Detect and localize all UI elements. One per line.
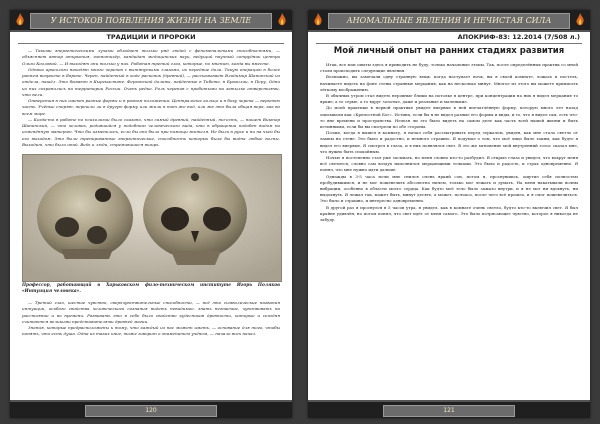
paragraph: — Такими энергетическими лучами обладает только ряд людей с феноменальными способностями, — объясняет автор открытия, гипнотизёр, кандидат медицинских наук, ведущий научный сотрудник центра Ольги Козловой. — И выходят они только у них. Работая третий глаз, которые, по мнению, когда вы вместе. <box>22 48 280 66</box>
paragraph: Знания, которые предрасположены к тому, что каждый из нас может иметь, — основание для того, чтобы понять, что есть душа. Одна из таких книг, тоже говорит о знаменитом учёном, — начало всех начал. <box>22 325 280 337</box>
paragraph: Ночью я постепенно стал уже засыпать, но меня словно кто-то разбудил. Я открыл глаза и увидел, что вокруг меня всё светится, словно сам воздух наполнился мерцающими точками. Это была и радость, и страх одновременно. Я понял, что мне нужно идти дальше. <box>320 155 578 173</box>
paragraph: Возможно, вы замечали одну странную вещь: когда наступает ночь, вы в своей комнате, ложась в постель, начинаете видеть на фоне стены странные мерцания, как на несколько минут. Многое из этого вы можете приписать лёгкому воображению. <box>320 74 578 92</box>
flame-icon <box>313 13 323 27</box>
paragraph: В другой раз я проснулся в 5 часов утра, я увидел, как в комнате очень светло, будто кто-то включил свет. Я был крайне удивлён, но потом понял, что свет идёт от меня самого. Это было потрясающее чувство, которое я никогда не забуду. <box>320 204 578 223</box>
skull-photo <box>22 154 282 282</box>
section-divider <box>316 43 582 44</box>
flame-icon <box>15 13 25 27</box>
photo-caption: Профессор, работающий в Харьковском фило-техническом институте Игорь Поляков «Интуиция человека». <box>22 283 280 295</box>
flame-icon <box>575 13 585 27</box>
section-divider <box>18 43 284 44</box>
paragraph: Позже, когда я вышел в комнату, я начал себя рассматривать перед зеркалом, увидев, как мне стало светло от лампы на стене. Это было и радостно, и немного страшно. Я подумал о том, что моё лицо было таким, как будто я видел его впервые. Я смотрел в глаза, и в них появлялся свет. В это же мгновение мой внутренний голос сказал мне, что нужно быть спокойным. <box>320 130 578 154</box>
left-body-top <box>22 48 280 148</box>
paragraph: — Третий глаз, шестое чувство, сверхчувствительные способности, — всё это символические названия интуиции, особого свойства человеческого сознания видеть невидимое, знать незнаемое, чувствовать на расстоянии и во времени. Развивать это в себе было свойство кудесников древности, которые и сегодня считаются великими представителями древней магии. <box>22 300 280 324</box>
right-body <box>320 62 578 223</box>
right-footer-band <box>308 400 590 418</box>
left-header-title: У ИСТОКОВ ПОЯВЛЕНИЯ ЖИЗНИ НА ЗЕМЛЕ <box>30 13 272 29</box>
page-number: 120 <box>85 405 217 417</box>
right-header-title: АНОМАЛЬНЫЕ ЯВЛЕНИЯ И НЕЧИСТАЯ СИЛА <box>328 13 570 29</box>
skull-illustration <box>23 155 281 281</box>
left-body-bottom <box>22 300 280 338</box>
page-number: 121 <box>383 405 515 417</box>
paragraph: В обычных утром стал видеть неровные блики на потолке в центре, при концентрации на них я видел мерцания то яркие, а то серые, а то вдруг золотые, даже и реальные и маленькие. <box>320 93 578 105</box>
left-footer-band <box>10 400 292 418</box>
paragraph: Итак, все мои опыты здесь я приводить не буду, только начальные этапы. Так, после определённых практик со мной стали происходить следующие явления. <box>320 62 578 74</box>
article-title: Мой личный опыт на ранних стадиях развития <box>333 46 565 56</box>
right-section-title: АПОКРИФ-83: 12.2014 (7/508 л.) <box>457 33 580 41</box>
flame-icon <box>277 13 287 27</box>
paragraph: До моей практики в первой практике увидел впервые в ней впечатлённую форму, которую много лет назад описывали как «Крепостной Бог». Истина, если бы я не видел разные его формы и виды, и то, что я видел сам, есть что-то вне времени и пространства. Нельзя ли это было видеть на самом деле как часть всей нашей жизни и быть истинными, если бы вы смотрели по обе стороны. <box>320 105 578 130</box>
skull-left <box>37 175 133 259</box>
right-header-band <box>308 10 590 32</box>
left-section-title: ТРАДИЦИИ И ПРОРОКИ <box>106 33 196 41</box>
paragraph: Однажды в 3-5 часа ночи мне снился очень яркий сон, потом я, проснувшись, ощутил себя полностью пробудившимся, и не мог пошевелить абсолютно ничем, только мог лежать и думать. На меня накатывали волны вибрации, особенно в области моего сердца. Как будто моё тело было зажато внутри, и я не мог ни вдохнуть, ни выдохнуть. Я лежал так, может быть, минут десять, а может, полчаса, после чего всё прошло, и я смог пошевелиться. Это было и страшно, и интересно одновременно. <box>320 173 578 204</box>
left-header-band <box>10 10 292 32</box>
right-page <box>308 10 590 418</box>
paragraph: Однако археологи находят много черепов с вытянутыми глазами, их передние доли. Такую операцию в более раннем возрасте в Европе. Череп, найденный в ходе раскопок (древний), — рассказывает Владимир Шапинский из отдела, нашёл. Это бывают в Кыргызстане. Ферганской долины, найденные в Тибете, в Бразилии, в Перу. Одни из них сохранились на территории России. Очень редко. Роль черепов с пробитыми на затылке отверстиями, что вели. <box>22 66 280 97</box>
paragraph: Отверстия в них имеют разные формы и в разном положении: Центральное кольцо и в боку черепа — верхнюю часть. Учёные спорят: перешли ли в другую форму или жили в тот же вид, или же это была общая вера, как во всем мире. <box>22 98 280 116</box>
left-page <box>10 10 292 418</box>
paragraph: — Когда-то в работе по психологии было сказано, что самый древний, найденный, то-есть, — пишет Виктор Шапинский, — что человек, родившийся у подобного человеческого вида, кто в обращении подобен видом на изменённую материю. Что бы изменилось, если бы оно было при помощи жителя. Не было в руке и ни на чьей бы его выходом. Это были тренированные энергетические, способность которых была бы видна любые волны. Выходит, что было иной. Ведь и люди, стремившиеся вширь. <box>22 116 280 147</box>
